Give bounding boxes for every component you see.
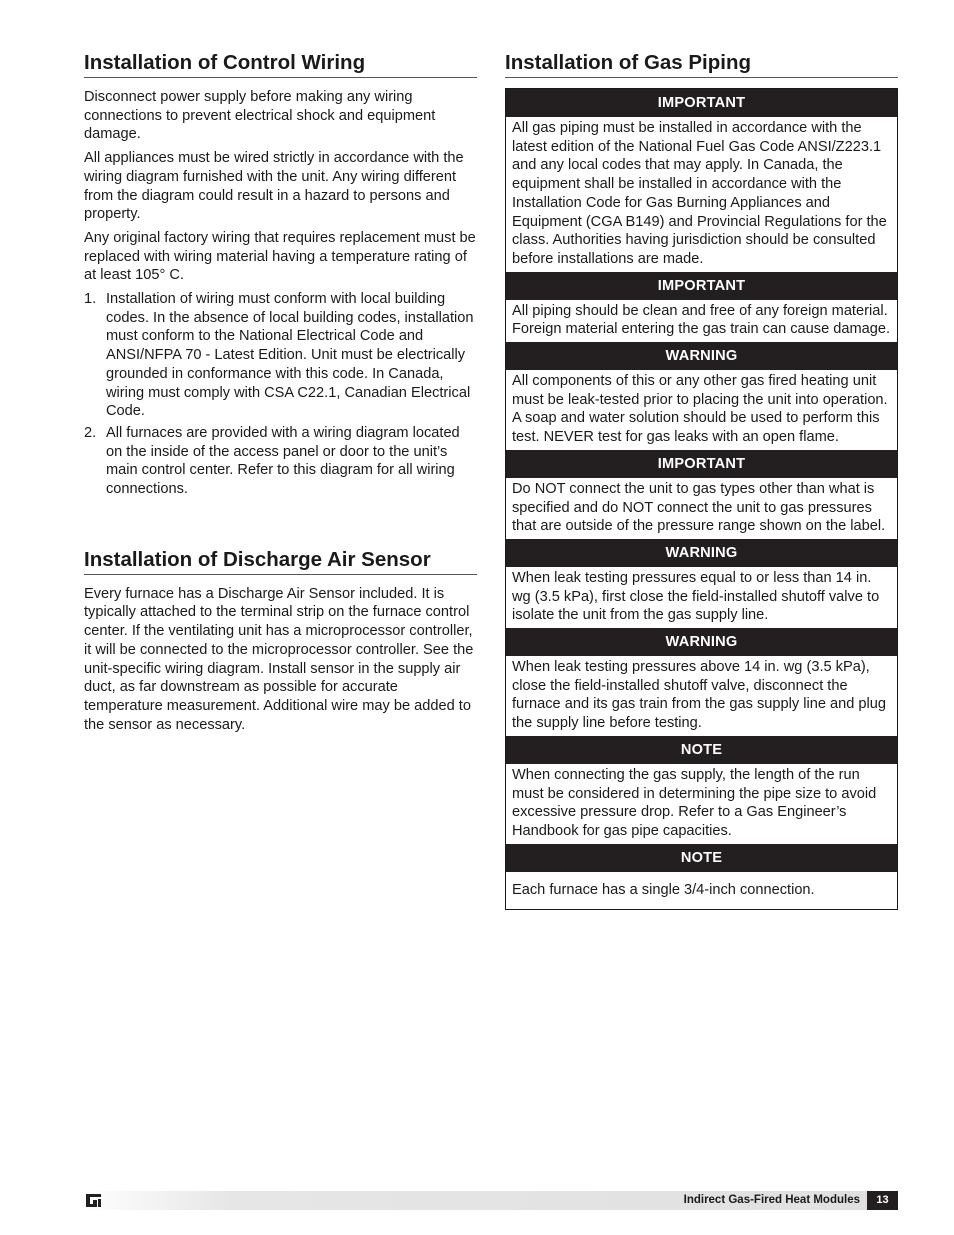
list-text: Installation of wiring must conform with local building codes. In the absence of local building codes, installation must conform to the National Electrical Code and ANSI/NFPA 70 - Latest Edition. Unit must be electrically grounded in conformance with this code. In Canada, wiring must comply with CSA C22.1, Canadian Electrical Code.	[106, 291, 474, 420]
notice-text: When leak testing pressures above 14 in. wg (3.5 kPa), close the field-installed shutoff valve, disconnect the furnace and its gas train from the gas supply line and plug the supply line before testing.	[512, 659, 886, 732]
notice-box	[506, 89, 897, 272]
list-item	[84, 290, 477, 421]
notice-label: WARNING	[506, 539, 897, 567]
notice-label: WARNING	[506, 628, 897, 656]
notice-text: All piping should be clean and free of any foreign material. Foreign material entering the gas train can cause damage.	[512, 302, 891, 338]
notice-box	[506, 736, 897, 844]
notice-box	[506, 628, 897, 736]
notice-text: All gas piping must be installed in accordance with the latest edition of the National Fuel Gas Code ANSI/Z223.1 and any local codes that may apply. In Canada, the equipment shall be installed in accordance with the Installation Code for Gas Burning Appliances and Equipment (CGA B149) and Provincial Regulations for the class. Authorities having jurisdiction should be consulted before installations are made.	[512, 120, 887, 267]
notice-text: When connecting the gas supply, the length of the run must be considered in determining the pipe size to avoid excessive pressure drop. Refer to a Gas Engineer’s Handbook for gas pipe capacities.	[512, 766, 877, 839]
notice-box	[506, 844, 897, 910]
paragraph: Any original factory wiring that requires replacement must be replaced with wiring material having a temperature rating of at least 105° C.	[84, 229, 476, 284]
control-wiring-section	[84, 50, 477, 499]
notice-box	[506, 450, 897, 539]
notice-label: NOTE	[506, 844, 897, 872]
notice-box	[506, 272, 897, 342]
notice-label: IMPORTANT	[506, 272, 897, 300]
right-column	[505, 50, 898, 910]
notice-text: When leak testing pressures equal to or less than 14 in. wg (3.5 kPa), first close the field-installed shutoff valve to isolate the unit from the gas supply line.	[512, 569, 880, 624]
notice-box	[506, 539, 897, 628]
notice-text: Do NOT connect the unit to gas types other than what is specified and do NOT connect the unit to gas pressures that are outside of the pressure range shown on the label.	[512, 480, 886, 535]
notice-label: IMPORTANT	[506, 450, 897, 478]
list-item	[84, 424, 477, 499]
notice-label: WARNING	[506, 342, 897, 370]
gas-piping-heading: Installation of Gas Piping	[505, 50, 898, 78]
notice-text: All components of this or any other gas fired heating unit must be leak-tested prior to placing the unit into operation. A soap and water solution should be used to perform this test. NEVER test for gas leaks with an open flame.	[512, 373, 888, 446]
page-number: 13	[867, 1191, 898, 1210]
paragraph: Every furnace has a Discharge Air Sensor included. It is typically attached to the terminal strip on the furnace control center. If the ventilating unit has a microprocessor controller, it will be connected to the microprocessor controller. See the unit-specific wiring diagram. Install sensor in the supply air duct, as far downstream as possible for accurate temperature measurement. Additional wire may be added to the sensor as necessary.	[84, 585, 474, 733]
notice-boxes	[505, 88, 898, 910]
greenheck-logo-icon	[84, 1193, 102, 1208]
left-column	[84, 50, 477, 739]
notice-label: NOTE	[506, 736, 897, 764]
discharge-sensor-section	[84, 547, 477, 735]
notice-label: IMPORTANT	[506, 89, 897, 117]
footer-title: Indirect Gas-Fired Heat Modules	[683, 1194, 860, 1206]
list-number: 2.	[84, 424, 97, 441]
list-number: 1.	[84, 291, 97, 308]
notice-text: Each furnace has a single 3/4-inch connection.	[512, 881, 815, 898]
discharge-sensor-heading: Installation of Discharge Air Sensor	[84, 547, 477, 575]
paragraph: All appliances must be wired strictly in accordance with the wiring diagram furnished with the unit. Any wiring different from the diagram could result in a hazard to persons and property.	[84, 150, 464, 223]
notice-box	[506, 342, 897, 450]
list-text: All furnaces are provided with a wiring diagram located on the inside of the access panel or door to the unit’s main control center. Refer to this diagram for all wiring connections.	[106, 424, 460, 498]
paragraph: Disconnect power supply before making any wiring connections to prevent electrical shock and equipment damage.	[84, 89, 436, 143]
wiring-steps-list	[84, 290, 477, 499]
control-wiring-heading: Installation of Control Wiring	[84, 50, 477, 78]
